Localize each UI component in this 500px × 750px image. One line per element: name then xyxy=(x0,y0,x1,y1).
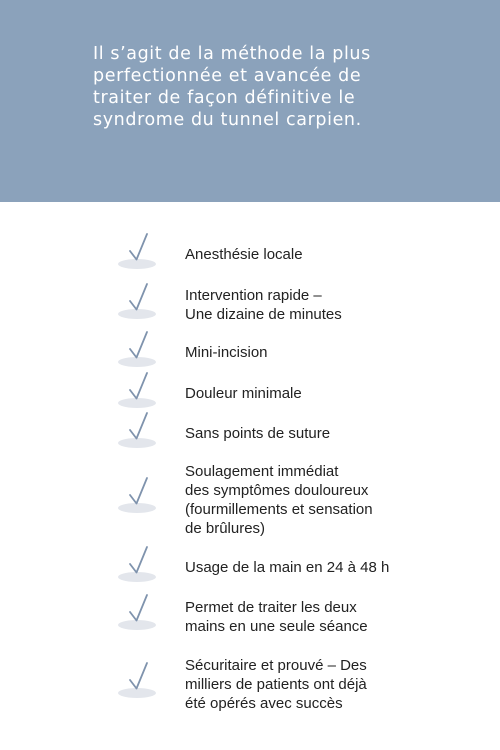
intro-text: Il s’agit de la méthode la plus perfectionnée et avancée de traiter de façon définitive le syndrome du tunnel carpien. xyxy=(93,44,371,130)
check-icon xyxy=(114,330,160,370)
check-icon xyxy=(114,232,160,272)
benefit-label: Douleur minimale xyxy=(185,385,302,402)
check-icon xyxy=(114,661,160,701)
benefit-label: Intervention rapide – Une dizaine de minutes xyxy=(185,287,342,323)
intro-banner xyxy=(0,0,500,202)
benefit-label: Mini-incision xyxy=(185,344,268,361)
check-icon xyxy=(114,476,160,516)
check-icon xyxy=(114,411,160,451)
benefit-label: Permet de traiter les deux mains en une seule séance xyxy=(185,599,368,635)
benefit-label: Soulagement immédiat des symptômes douloureux (fourmillements et sensation de brûlures) xyxy=(185,463,373,537)
check-icon xyxy=(114,371,160,411)
check-icon xyxy=(114,282,160,322)
check-icon xyxy=(114,545,160,585)
benefit-label: Anesthésie locale xyxy=(185,246,303,263)
benefit-label: Sans points de suture xyxy=(185,425,331,442)
benefit-label: Usage de la main en 24 à 48 h xyxy=(185,559,390,576)
benefit-label: Sécuritaire et prouvé – Des milliers de patients ont déjà été opérés avec succès xyxy=(185,657,367,712)
check-icon xyxy=(114,593,160,633)
